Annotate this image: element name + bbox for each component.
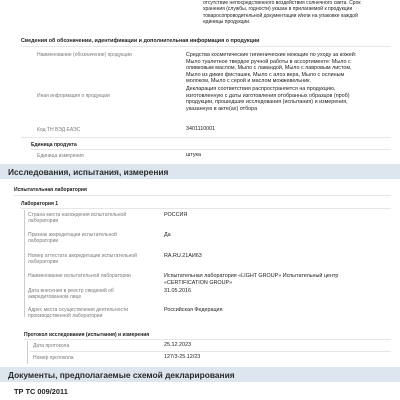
- lab-name-label: Наименование испытательной лаборатории: [28, 273, 131, 279]
- lab-cert-label-line: лаборатории: [28, 259, 59, 266]
- divider: [14, 195, 391, 196]
- lab-date-label-line: Дата внесения в реестр сведений об: [28, 288, 114, 294]
- lab-accred-label-line: Признак аккредитации испытательной: [28, 232, 117, 238]
- protocol-date-label: Дата протокола: [33, 343, 70, 349]
- protocol-number-label: Номер протокола: [33, 355, 74, 361]
- lab-title: Лаборатория 1: [21, 201, 59, 207]
- research-band-title: Исследования, испытания, измерения: [8, 167, 169, 177]
- product-name-line: оливковым маслом, Мыло с лавандой, Мыло с лавровым листом,: [186, 65, 352, 72]
- documents-band: [0, 367, 400, 382]
- lab-address-value: Российская Федерация: [164, 307, 223, 313]
- tnved-label: Код ТН ВЭД ЕАЭС: [37, 127, 81, 133]
- lab-country-label-line: Страна места нахождения испытательной: [28, 212, 127, 218]
- product-name-line: Мыло туалетное твердое ручной работы в ассортименте: Мыло с: [186, 58, 351, 65]
- unit-value: штука: [186, 152, 202, 158]
- lab-section-heading: Испытательная лаборатория: [14, 187, 87, 193]
- storage-line: хранения (службы, годности) указан в прилагаемой к продукции: [203, 6, 353, 13]
- storage-line: отсутствие непосредственного воздействия солнечного света. Срок: [203, 0, 361, 6]
- divider: [24, 339, 391, 340]
- lab-address-label-line: производственной лаборатории: [28, 313, 103, 320]
- product-name-label: Наименование (обозначение) продукции: [37, 52, 132, 58]
- lab-country-label-line: лаборатории: [28, 218, 59, 225]
- lab-date-label-line: аккредитованном лице: [28, 294, 82, 301]
- lab-address-label-line: Адрес места осуществления деятельности: [28, 307, 129, 313]
- lab-group-line: [24, 210, 25, 317]
- lab-name-line: Испытательная лаборатория «LIGHT GROUP» Испытательный центр: [164, 273, 339, 279]
- other-info-label: Иная информация о продукции: [37, 93, 110, 99]
- storage-line: товаросопроводительной документации и/или на упаковке каждой: [203, 12, 358, 19]
- unit-label: Единица измерения: [37, 153, 84, 159]
- unit-heading: Единица продукта: [31, 142, 77, 148]
- lab-country-value: РОССИЯ: [164, 212, 188, 218]
- other-info-line: указанную в акте(ах) отбора: [186, 105, 258, 112]
- divider: [31, 149, 391, 150]
- product-name-line: Мыло из диких фисташек, Мыло с алоэ вера, Мыло с ослиным: [186, 71, 345, 78]
- lab-name-line: «CERTIFICATION GROUP»: [164, 279, 233, 286]
- lab-country-label: [28, 212, 126, 225]
- protocol-group-line: [27, 341, 28, 364]
- lab-date-value: 31.05.2016: [164, 288, 191, 294]
- divider: [21, 208, 391, 209]
- documents-band-title: Документы, предполагаемые схемой декларирования: [8, 370, 235, 380]
- product-name-line: Средства косметические гигиенические моющие по уходу за кожей:: [186, 52, 357, 58]
- other-info-line: изготовленную с даты изготовления отобранных образцов (проб): [186, 92, 350, 99]
- product-name-value: [186, 52, 396, 85]
- lab-cert-value: RA.RU.21АИ63: [164, 253, 202, 259]
- protocol-number-value: 127/3-25.12/23: [164, 354, 201, 360]
- other-info-line: Декларация соответствия распространяется на продукцию,: [186, 86, 336, 92]
- lab-cert-label-line: Номер аттестата аккредитации испытательной: [28, 253, 137, 259]
- regulation-title: ТР ТС 009/2011: [14, 387, 68, 396]
- other-info-value: [186, 86, 396, 112]
- tnved-value: 3401110001: [186, 126, 216, 132]
- product-name-line: молоком, Мыло с серой и маслом можжевельник.: [186, 78, 311, 85]
- lab-accred-label-line: лаборатории: [28, 238, 59, 245]
- protocol-heading: Протокол исследования (испытания) и измерения: [24, 332, 150, 338]
- storage-text: [203, 0, 398, 25]
- research-band: [0, 164, 400, 179]
- lab-accred-value: Да: [164, 232, 171, 238]
- other-info-line: продукции, прошедших исследования (испытания) и измерения,: [186, 99, 348, 106]
- divider: [21, 46, 391, 47]
- lab-date-label: [28, 288, 114, 301]
- lab-accred-label: [28, 232, 117, 245]
- storage-line: единицы продукции.: [203, 18, 251, 25]
- lab-address-label: [28, 307, 128, 320]
- protocol-date-value: 25.12.2023: [164, 342, 191, 348]
- divider: [21, 137, 391, 138]
- divider: [30, 351, 391, 352]
- lab-cert-label: [28, 253, 137, 266]
- lab-name-value: [164, 273, 394, 286]
- product-section-heading: Сведения об обозначении, идентификации и дополнительная информация о продукции: [21, 38, 260, 44]
